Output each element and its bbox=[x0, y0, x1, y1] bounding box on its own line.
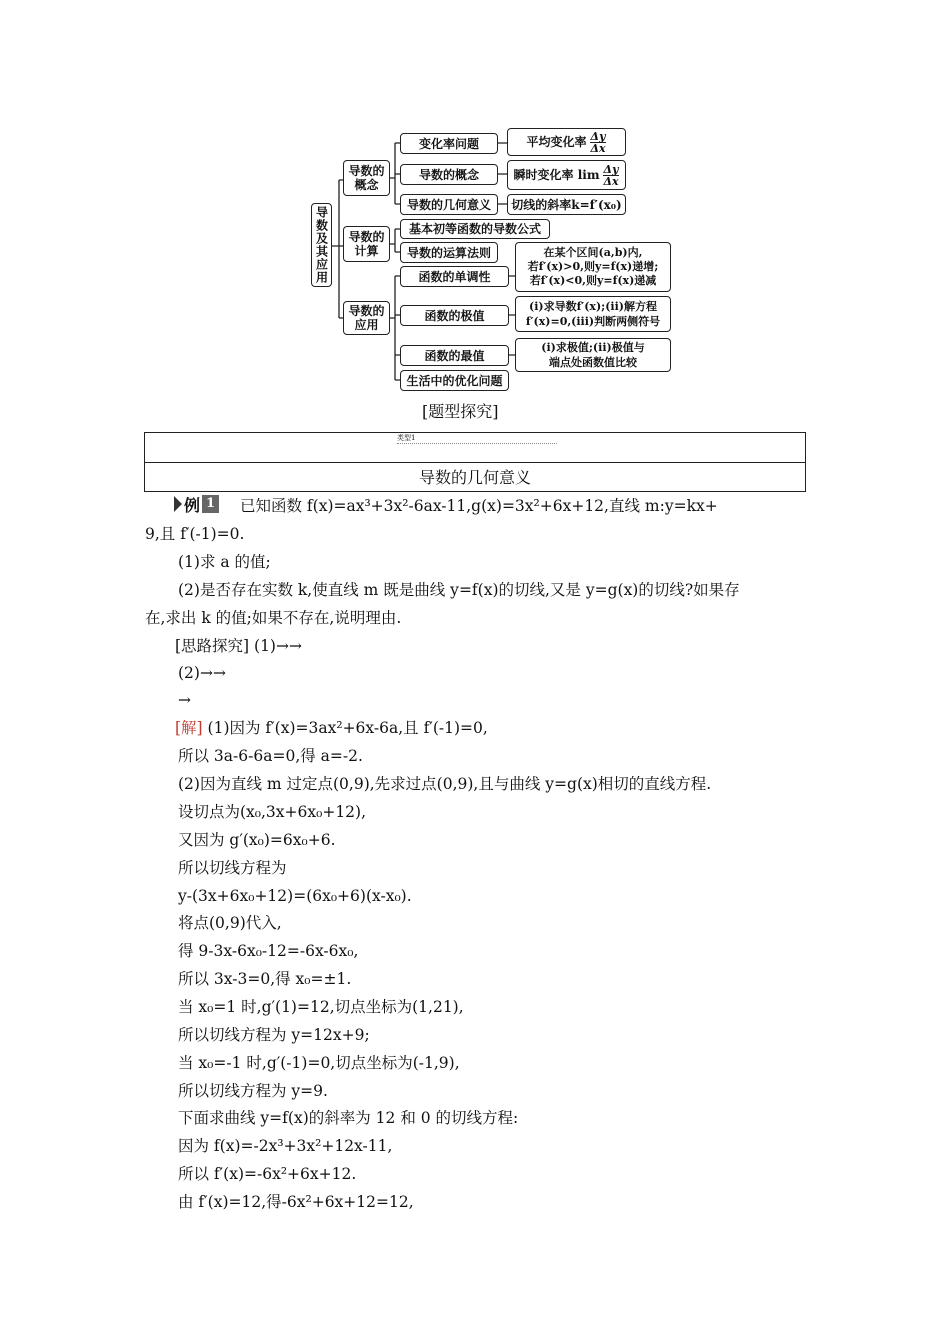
mindmap-root bbox=[311, 203, 332, 287]
mindmap-root-label: 导数及其应用 bbox=[314, 206, 329, 284]
node-geometric-meaning bbox=[400, 194, 498, 215]
branch-calculation bbox=[343, 226, 390, 262]
note-instant-rate-label: 瞬时变化率 lim bbox=[513, 168, 600, 182]
problem-part-1: (1)求 a 的值; bbox=[178, 553, 271, 571]
note-extremum-line2: f′(x)=0,(iii)判断两侧符号 bbox=[525, 315, 661, 328]
node-monotonicity-label: 函数的单调性 bbox=[418, 269, 491, 284]
node-extremum bbox=[400, 305, 509, 326]
type-tag bbox=[397, 433, 557, 444]
example-number: 1 bbox=[202, 495, 219, 513]
note-average-rate-label: 平均变化率 bbox=[526, 135, 587, 149]
problem-line-1: 已知函数 f(x)=ax³+3x²-6ax-11,g(x)=3x²+6x+12,直线 m:y=kx+ bbox=[240, 497, 718, 515]
branch-concept-label: 导数的概念 bbox=[348, 164, 385, 192]
solution-line-13: 当 x₀=-1 时,g′(-1)=0,切点坐标为(-1,9), bbox=[178, 1054, 460, 1072]
node-basic-formulas-label: 基本初等函数的导数公式 bbox=[408, 222, 541, 236]
frac-num: Δy bbox=[590, 129, 606, 143]
note-extremum-line1: (i)求导数f′(x);(ii)解方程 bbox=[528, 300, 657, 313]
note-monotonicity-line1: 在某个区间(a,b)内, bbox=[543, 246, 643, 259]
solution-line-2: 所以 3a-6-6a=0,得 a=-2. bbox=[178, 747, 363, 765]
node-derivative-concept-label: 导数的概念 bbox=[418, 167, 479, 182]
solution-line-5: 又因为 g′(x₀)=6x₀+6. bbox=[178, 831, 336, 849]
example-arrow-icon bbox=[174, 496, 182, 512]
note-monotonicity-line3: 若f′(x)<0,则y=f(x)递减 bbox=[529, 274, 657, 287]
problem-line-2: 9,且 f′(-1)=0. bbox=[145, 525, 245, 543]
node-max-min-label: 函数的最值 bbox=[424, 348, 485, 363]
node-geometric-meaning-label: 导数的几何意义 bbox=[406, 197, 491, 212]
frac-num: Δy bbox=[603, 162, 619, 176]
node-optimization-label: 生活中的优化问题 bbox=[406, 373, 503, 388]
node-extremum-label: 函数的极值 bbox=[424, 308, 485, 323]
frac-den: Δx bbox=[590, 141, 606, 155]
thinking-line-3: → bbox=[178, 691, 191, 709]
fraction-dy-dx bbox=[590, 131, 607, 154]
solution-line-8: 将点(0,9)代入, bbox=[178, 914, 282, 932]
branch-application-label: 导数的应用 bbox=[348, 304, 385, 332]
solution-line-7: y-(3x+6x₀+12)=(6x₀+6)(x-x₀). bbox=[178, 887, 412, 905]
example-label: 例 bbox=[184, 495, 201, 515]
note-monotonicity-line2: 若f′(x)>0,则y=f(x)递增; bbox=[527, 260, 659, 273]
section-heading: [题型探究] bbox=[422, 402, 499, 421]
solution-line-6: 所以切线方程为 bbox=[178, 859, 287, 877]
solution-line-15: 下面求曲线 y=f(x)的斜率为 12 和 0 的切线方程: bbox=[178, 1109, 519, 1127]
solution-line-1 bbox=[175, 718, 488, 738]
note-instant-rate bbox=[507, 160, 626, 190]
mindmap bbox=[0, 0, 950, 400]
note-extremum bbox=[515, 296, 671, 332]
node-max-min bbox=[400, 345, 509, 366]
solution-line-10: 所以 3x-3=0,得 x₀=±1. bbox=[178, 970, 352, 988]
solution-line-14: 所以切线方程为 y=9. bbox=[178, 1082, 328, 1100]
solution-line-17: 所以 f′(x)=-6x²+6x+12. bbox=[178, 1165, 357, 1183]
fraction-dy-dx-2 bbox=[603, 164, 620, 187]
type-title: 导数的几何意义 bbox=[418, 468, 531, 487]
solution-label: [解] bbox=[175, 719, 203, 737]
node-basic-formulas bbox=[400, 219, 550, 239]
node-operation-rules bbox=[400, 242, 498, 263]
example-badge bbox=[174, 494, 219, 514]
solution-line-12: 所以切线方程为 y=12x+9; bbox=[178, 1026, 370, 1044]
solution-line-1-text: (1)因为 f′(x)=3ax²+6x-6a,且 f′(-1)=0, bbox=[207, 719, 488, 737]
note-monotonicity bbox=[515, 242, 671, 292]
note-max-min-line1: (i)求极值;(ii)极值与 bbox=[541, 341, 645, 354]
branch-application bbox=[343, 301, 390, 335]
branch-calculation-label: 导数的计算 bbox=[348, 230, 385, 258]
node-optimization bbox=[400, 370, 509, 391]
branch-concept bbox=[343, 160, 390, 196]
note-tangent-slope-label: 切线的斜率k=f′(x₀) bbox=[511, 197, 622, 212]
note-max-min bbox=[515, 338, 671, 372]
node-monotonicity bbox=[400, 266, 509, 287]
note-tangent-slope bbox=[507, 194, 626, 215]
solution-line-16: 因为 f(x)=-2x³+3x²+12x-11, bbox=[178, 1137, 393, 1155]
solution-line-4: 设切点为(x₀,3x+6x₀+12), bbox=[178, 803, 367, 821]
node-derivative-concept bbox=[400, 164, 498, 185]
note-max-min-line2: 端点处函数值比较 bbox=[549, 356, 637, 369]
solution-line-3: (2)因为直线 m 过定点(0,9),先求过点(0,9),且与曲线 y=g(x)相切的直线方程. bbox=[178, 775, 712, 793]
note-average-rate bbox=[507, 128, 626, 156]
thinking-line-1: [思路探究] (1)→→ bbox=[175, 637, 302, 655]
solution-line-9: 得 9-3x-6x₀-12=-6x-6x₀, bbox=[178, 942, 359, 960]
problem-part-2-cont: 在,求出 k 的值;如果不存在,说明理由. bbox=[145, 609, 402, 627]
type-tag-label: 类型1 bbox=[397, 434, 416, 442]
node-rate-problem-label: 变化率问题 bbox=[418, 136, 479, 151]
solution-line-11: 当 x₀=1 时,g′(1)=12,切点坐标为(1,21), bbox=[178, 998, 464, 1016]
node-rate-problem bbox=[400, 133, 498, 154]
solution-line-18: 由 f′(x)=12,得-6x²+6x+12=12, bbox=[178, 1193, 414, 1211]
node-operation-rules-label: 导数的运算法则 bbox=[406, 245, 491, 260]
thinking-line-2: (2)→→ bbox=[178, 664, 226, 682]
type-box bbox=[144, 432, 806, 492]
problem-part-2: (2)是否存在实数 k,使直线 m 既是曲线 y=f(x)的切线,又是 y=g(x)的切线?如果存 bbox=[178, 581, 740, 599]
frac-den: Δx bbox=[603, 174, 619, 188]
